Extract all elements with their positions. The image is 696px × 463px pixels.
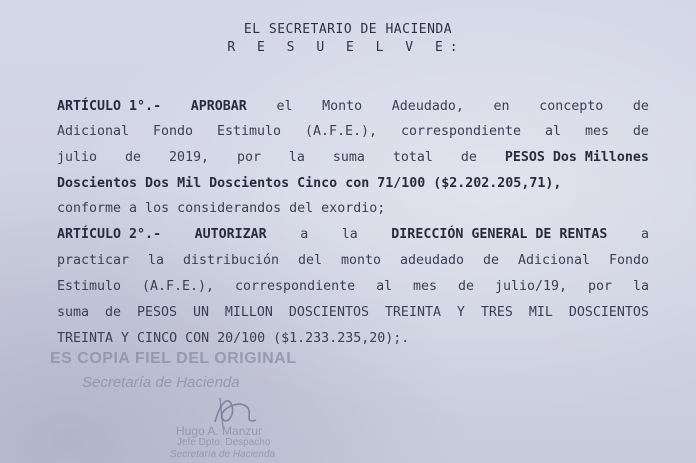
word: a [300,227,309,242]
word: practicar [57,253,130,268]
word: Estimulo [216,124,282,139]
word: Adeudado, [391,99,464,114]
article-1-number: ARTÍCULO 1°.- [57,99,162,114]
word: a [640,227,649,242]
amount-words-start: PESOS Dos Millones [504,150,649,165]
word: julio [57,150,98,165]
word: suma [57,305,90,320]
word: DOSCIENTOS [568,305,649,320]
word: al [376,279,393,294]
word: 2019, [168,150,209,165]
word: julio/19, [494,279,568,294]
article-1-line-1 [57,99,649,114]
article-1-line-2 [57,124,649,139]
word: la [288,150,305,165]
word: monto [341,253,382,268]
resolution-authority: EL SECRETARIO DE HACIENDA [243,22,453,37]
word: de [124,150,141,165]
word: el [276,99,293,114]
word: Adicional [57,124,130,139]
word: Adicional [517,253,591,268]
word: (A.F.E.), [142,279,215,294]
word: Estimulo [57,279,122,294]
certified-copy-stamp: ES COPIA FIEL DEL ORIGINAL [50,350,297,367]
word: del [298,253,323,268]
article-1-line-3 [57,150,649,165]
word: mes [413,279,438,294]
article-2-line-1 [57,227,649,242]
word: de [460,150,477,165]
word: TRES [480,305,513,320]
word: concepto [539,99,604,114]
word: suma [332,150,365,165]
word: por [236,150,261,165]
article-2-verb: AUTORIZAR [194,227,267,242]
article-2-number: ARTÍCULO 2°.- [57,227,162,242]
word: la [148,253,165,268]
word: distribución [182,253,280,268]
word: la [632,279,649,294]
word: de [482,253,499,268]
word: en [493,99,510,114]
word: la [341,227,358,242]
word: (A.F.E.), [304,124,378,139]
article-1-line-5: conforme a los considerandos del exordio; [57,201,386,216]
signer-office: Secretaría de Hacienda [170,449,276,460]
resolution-verb: R E S U E L V E: [227,40,465,55]
word: al [544,124,561,139]
signer-position: Jefe Dpto. Despacho [177,437,271,448]
word: de [632,124,649,139]
word: DOSCIENTOS [288,305,369,320]
word: Monto [322,99,363,114]
word: de [458,279,475,294]
article-1-line-4 [57,176,649,191]
word: total [392,150,433,165]
word: UN [192,305,209,320]
article-2-line-5: TREINTA Y CINCO CON 20/100 ($1.233.235,20);. [57,331,410,346]
word: por [588,279,613,294]
word: mes [584,124,609,139]
stamp-office: Secretaría de Hacienda [82,374,240,391]
word: correspondiente [400,124,522,139]
word: MILLON [224,305,273,320]
article-2-line-4 [57,305,649,320]
word: Fondo [608,253,649,268]
signer-name: Hugo A. Manzur [176,424,263,438]
article-2-line-3 [57,279,649,294]
agency-name: DIRECCIÓN GENERAL DE RENTAS [391,227,608,242]
word: de [104,305,121,320]
word: adeudado [399,253,465,268]
word: MIL [528,305,553,320]
article-1-verb: APROBAR [190,99,247,114]
word: PESOS [136,305,177,320]
word: TREINTA [384,305,441,320]
amount-words: Doscientos Dos Mil Doscientos Cinco con 71/100 ($2.202.205,71), [57,176,562,191]
word: de [632,99,649,114]
word: Fondo [153,124,194,139]
word: Y [456,305,465,320]
article-2-line-2 [57,253,649,268]
word: correspondiente [235,279,356,294]
